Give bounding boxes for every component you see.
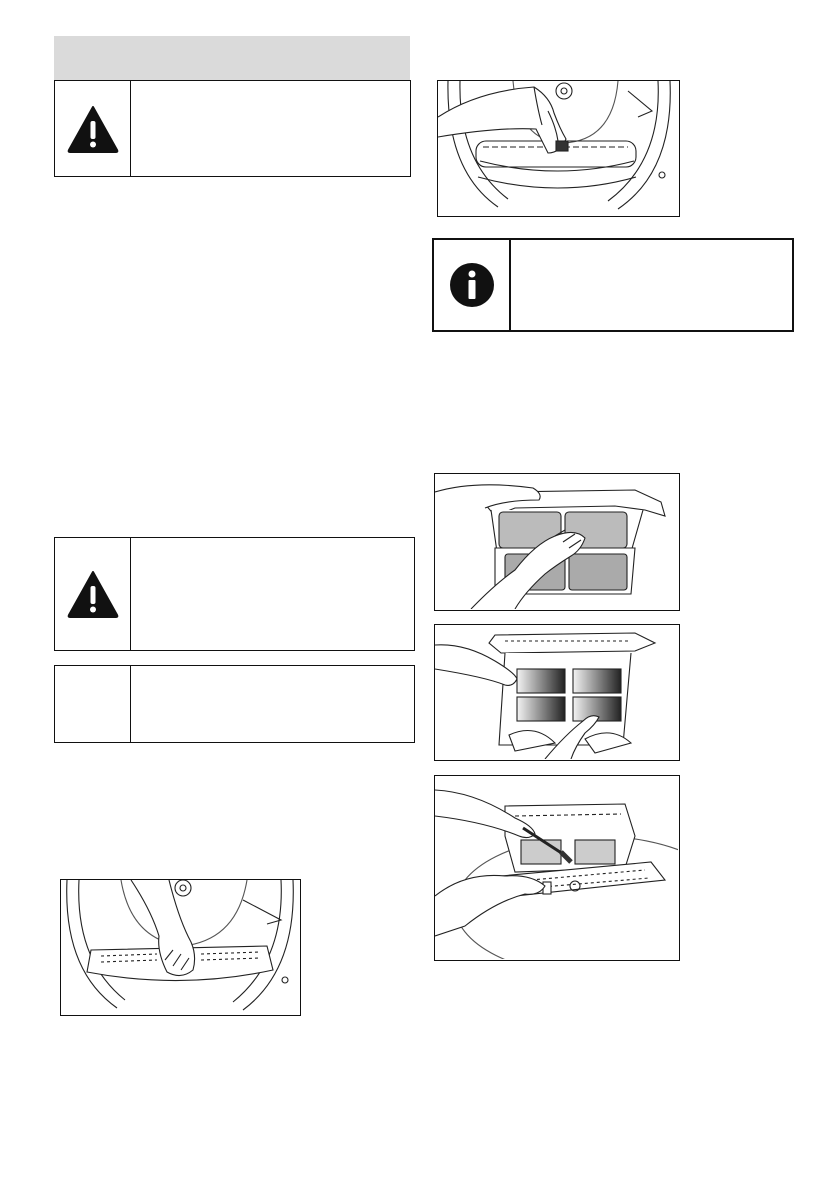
info-text-cell	[511, 240, 792, 330]
warning-text-cell	[131, 81, 410, 176]
note-box-blank	[54, 665, 415, 743]
hands-opening-filter-icon	[435, 474, 678, 609]
warning-text-cell	[131, 538, 414, 650]
section-header-bar	[54, 36, 410, 82]
figure-open-filter	[434, 473, 680, 611]
info-circle-icon	[448, 261, 496, 309]
note-icon-cell	[55, 666, 131, 742]
note-text-cell	[131, 666, 414, 742]
figure-door-filter-top	[437, 80, 680, 217]
warning-box-middle	[54, 537, 415, 651]
info-icon-cell	[434, 240, 511, 330]
info-box	[432, 238, 794, 332]
warning-icon-cell	[55, 538, 131, 650]
warning-icon-cell	[55, 81, 131, 176]
figure-brush-filter	[434, 775, 680, 961]
warning-box-top	[54, 80, 411, 177]
figure-clean-filter-mesh	[434, 624, 680, 761]
warning-triangle-icon	[66, 104, 120, 154]
hand-gripping-lint-filter-icon	[61, 880, 299, 1014]
hand-removing-lint-filter-icon	[438, 81, 678, 215]
hand-brushing-filter-icon	[435, 776, 678, 959]
warning-triangle-icon	[66, 569, 120, 619]
hands-cleaning-filter-mesh-icon	[435, 625, 678, 759]
figure-door-filter-grip	[60, 879, 301, 1016]
